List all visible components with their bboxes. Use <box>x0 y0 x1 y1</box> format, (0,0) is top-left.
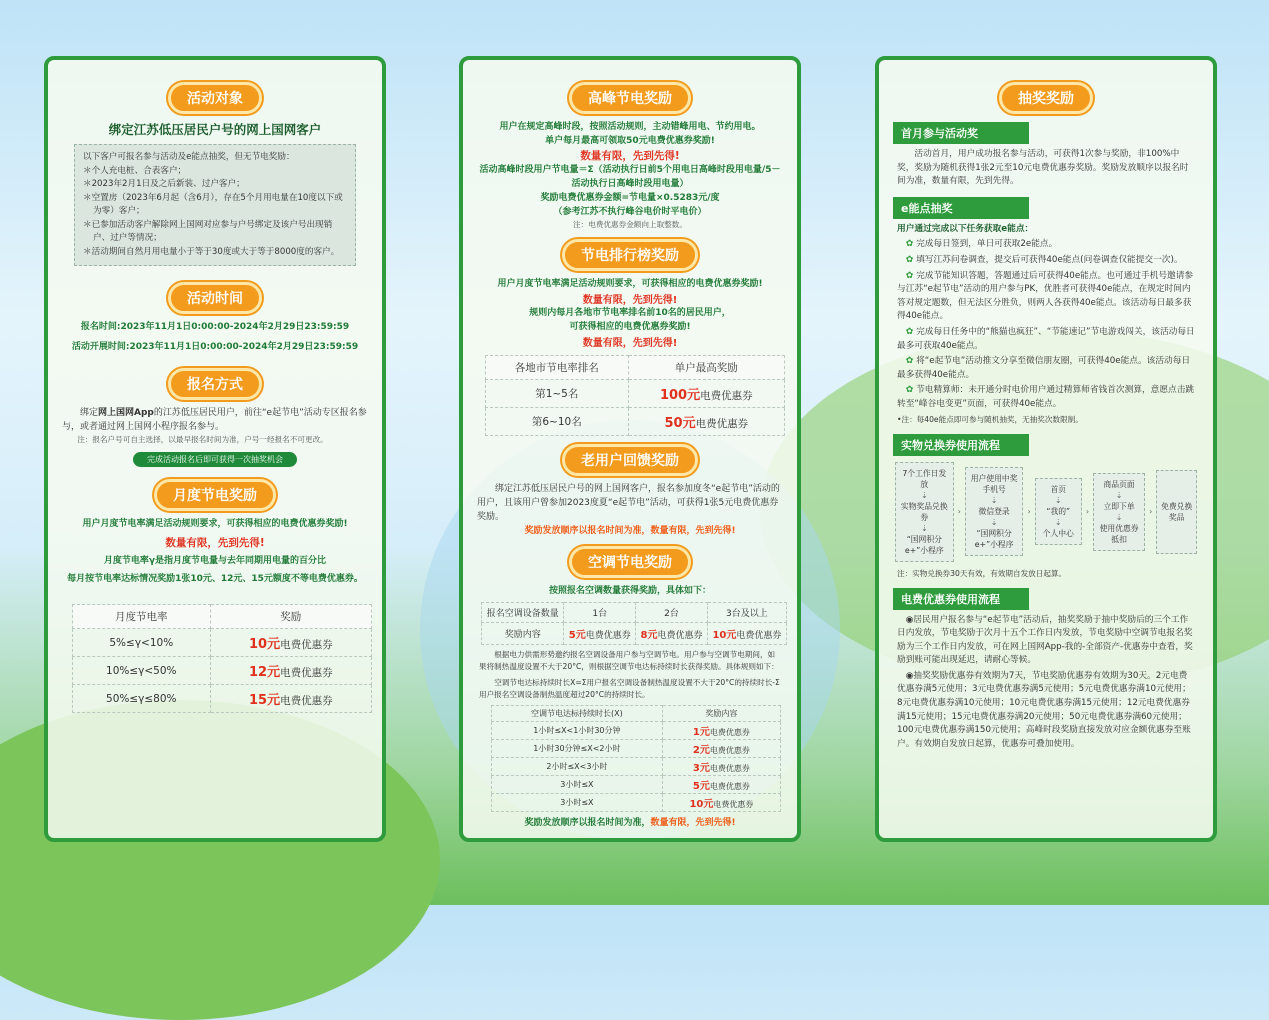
table-row <box>73 685 372 713</box>
flow-text: 7个工作日发放 <box>902 468 947 489</box>
arrow-down-icon: ⇣ <box>1115 490 1123 500</box>
reward-cell <box>662 722 780 740</box>
rate-cell: 5%≤γ<10% <box>73 629 211 657</box>
count-cell: 3台及以上 <box>707 603 786 623</box>
section-pill-time: 活动时间 <box>168 282 262 314</box>
suffix: 电费优惠券 <box>709 764 750 773</box>
section-physical-flow: 实物兑换券使用流程 <box>893 434 1029 456</box>
arrow-right-icon: › <box>957 507 961 516</box>
peak-limited: 数量有限，先到先得! <box>580 150 680 162</box>
rank-cell: 第6~10名 <box>486 408 629 436</box>
method-text-app: 网上国网App <box>98 408 154 418</box>
arrow-down-icon: ⇣ <box>920 490 928 500</box>
amount: 1元 <box>692 727 710 738</box>
ac-footer-a: 奖励发放顺序以报名时间为准， <box>524 818 651 828</box>
coupon-para-2: ◉抽奖奖励优惠券有效期为7天，节电奖励优惠券有效期为30天。2元电费优惠券满5元使用；3元电费优惠券满5元使用；5元电费优惠券满10元使用；8元电费优惠券满10元使用；10元电费优惠券满15元使用；12元电费优惠券满15元使用；15元电费优惠券满20元使用；50元电费优惠券满60元使用；100元电费优惠券满150元使用；高峰时段奖励直接发放对应金额优惠券至账户。有效期自发放日起算，优惠券可叠加使用。 <box>897 670 1191 749</box>
peak-formula: 活动高峰时段用户节电量＝Σ（活动执行日前5个用电日高峰时段用电量/5－活动执行日高峰时段用电量） <box>479 165 781 189</box>
amount: 5元 <box>568 630 586 641</box>
section-e-points: e能点抽奖 <box>893 197 1029 219</box>
amount: 50元 <box>664 416 696 431</box>
col-header: 空调节电达标持续时长(X) <box>492 706 663 722</box>
method-text-c: 的江苏低压居民用户，前往“e起节电”活动专区报名参与，或者通过网上国网小程序报名参与。 <box>62 408 367 432</box>
flow-step <box>895 462 954 562</box>
range-cell: 3小时≤X <box>492 776 663 794</box>
amount: 100元 <box>659 388 701 403</box>
section-pill-method: 报名方式 <box>168 368 262 400</box>
monthly-desc: 用户月度节电率满足活动规则要求，可获得相应的电费优惠券奖励! <box>82 519 348 529</box>
method-note: 注：报名户号可自主选择，以最早报名时间为准，户号一经报名不可更改。 <box>77 435 328 444</box>
exclusion-item: ＊活动期间自然月用电量小于等于30度或大于等于8000度的客户。 <box>83 246 340 257</box>
count-cell: 2台 <box>636 603 708 623</box>
reward-cell <box>210 657 371 685</box>
ac-footer <box>477 816 783 830</box>
col-header: 奖励内容 <box>662 706 780 722</box>
event-time: 活动开展时间:2023年11月1日0:00:00-2024年2月29日23:59:59 <box>71 342 359 352</box>
amount: 5元 <box>692 781 710 792</box>
amount: 2元 <box>692 745 710 756</box>
ac-rule: 根据电力供需形势邀约报名空调设备用户参与空调节电。用户参与空调节电期间，如果将制热温度设置不大于20°C，则根据空调节电达标持续时长获得奖励。具体规则如下： <box>479 650 779 671</box>
rank-line-3: 可获得相应的电费优惠券奖励! <box>569 322 691 332</box>
flow-text: 用户使用中奖手机号 <box>970 474 1018 494</box>
col-header: 单户最高奖励 <box>628 356 784 380</box>
monthly-award-def: 每月按节电率达标情况奖励1张10元、12元、15元额度不等电费优惠券。 <box>67 574 363 584</box>
col-header: 各地市节电率排名 <box>486 356 629 380</box>
reward-cell <box>662 776 780 794</box>
table-row <box>492 776 781 794</box>
flow-note: 注：实物兑换券30天有效，有效期自发放日起算。 <box>897 568 1067 578</box>
suffix: 电费优惠券 <box>736 631 782 641</box>
task-text: 完成每日任务中的“熊猫也疯狂”、“节能速记”节电游戏闯关，该活动每日最多可获取40e能点。 <box>897 326 1195 351</box>
spark-icon: ✿ <box>905 385 917 396</box>
reward-cell <box>564 623 636 645</box>
rank-limited-2: 数量有限，先到先得! <box>582 338 678 349</box>
section-first-month: 首月参与活动奖 <box>893 122 1029 144</box>
table-row <box>486 408 785 436</box>
spark-icon: ✿ <box>905 239 917 250</box>
section-pill-lottery: 抽奖奖励 <box>999 82 1093 114</box>
count-cell: 1台 <box>564 603 636 623</box>
suffix: 电费优惠券 <box>657 631 703 641</box>
flow-step <box>965 467 1024 556</box>
rate-cell: 10%≤γ<50% <box>73 657 211 685</box>
rank-line-2: 规则内每月各地市节电率排名前10名的居民用户， <box>529 308 731 318</box>
arrow-down-icon: ⇣ <box>920 523 928 533</box>
table-row <box>73 657 372 685</box>
rank-cell: 第1~5名 <box>486 380 629 408</box>
signup-lottery-bar: 完成活动报名后即可获得一次抽奖机会 <box>133 452 297 467</box>
peak-line-1: 用户在规定高峰时段，按照活动规则，主动错峰用电、节约用电。 <box>499 122 761 132</box>
exclusion-item: ＊空置房（2023年6月起（含6月），存在5个月用电量在10度以下或为零）客户； <box>83 192 343 216</box>
table-row <box>486 380 785 408</box>
table-row <box>492 758 781 776</box>
flow-text: 微信登录 <box>978 507 1010 516</box>
e-points-note: •注：每40e能点即可参与随机抽奖，无抽奖次数限制。 <box>897 414 1083 424</box>
flow-text: 立即下单 <box>1103 501 1135 511</box>
flow-step <box>1035 478 1082 545</box>
range-cell: 1小时≤X<1小时30分钟 <box>492 722 663 740</box>
table-row <box>73 629 372 657</box>
panel-right <box>875 56 1217 842</box>
task-text: 填写江苏问卷调查，提交后可获得40e能点(问卷调查仅能提交一次)。 <box>916 254 1183 265</box>
task-item <box>897 384 1195 411</box>
reward-cell <box>662 794 780 812</box>
reward-cell <box>628 408 784 436</box>
rank-limited-1: 数量有限，先到先得! <box>582 295 678 306</box>
flow-step <box>1156 470 1197 554</box>
spark-icon: ✿ <box>905 270 917 281</box>
ac-duration-table <box>491 705 781 812</box>
suffix: 电费优惠券 <box>709 728 750 737</box>
spark-icon: ✿ <box>905 326 917 337</box>
peak-line-2: 单户每月最高可领取50元电费优惠券奖励! <box>545 136 715 146</box>
method-text <box>62 406 368 434</box>
signup-time: 报名时间:2023年11月1日0:00:00-2024年2月29日23:59:59 <box>80 322 350 332</box>
exclusion-item: ＊已参加活动客户解除网上国网对应参与户号绑定及该户号出现销户、过户等情况； <box>83 219 333 243</box>
flow-text: “国网积分e+”小程序 <box>904 534 944 555</box>
suffix: 电费优惠券 <box>280 639 333 651</box>
flow-text: “国网积分e+”小程序 <box>974 529 1014 549</box>
section-pill-old-user: 老用户回馈奖励 <box>562 444 698 476</box>
suffix: 电费优惠券 <box>709 746 750 755</box>
arrow-down-icon: ⇣ <box>990 496 998 505</box>
rank-table <box>485 355 785 436</box>
exclusion-item: ＊2023年2月1日及之后新装、过户客户； <box>83 179 245 189</box>
rank-line-1: 用户月度节电率满足活动规则要求，可获得相应的电费优惠券奖励! <box>497 279 763 289</box>
table-row <box>482 603 787 623</box>
amount: 8元 <box>640 630 658 641</box>
ac-footer-b: 数量有限，先到先得! <box>650 818 736 828</box>
section-coupon-flow: 电费优惠券使用流程 <box>893 588 1029 610</box>
flow-text: 首页 <box>1050 485 1067 494</box>
suffix: 电费优惠券 <box>700 390 753 402</box>
reward-cell <box>636 623 708 645</box>
exclusion-intro: 以下客户可报名参与活动及e能点抽奖，但无节电奖励： <box>83 152 295 162</box>
monthly-limited: 数量有限，先到先得! <box>165 537 265 549</box>
section-pill-monthly: 月度节电奖励 <box>154 479 276 511</box>
peak-amount: 奖励电费优惠券金额=节电量×0.5283元/度 <box>540 193 720 203</box>
col-header: 奖励 <box>210 605 371 629</box>
amount: 12元 <box>248 665 281 680</box>
old-user-order: 奖励发放顺序以报名时间为准，数量有限，先到先得! <box>524 526 736 536</box>
flow-step <box>1093 473 1145 551</box>
section-pill-ac: 空调节电奖励 <box>569 546 691 578</box>
arrow-down-icon: ⇣ <box>1054 518 1062 527</box>
suffix: 电费优惠券 <box>709 782 750 791</box>
table-row <box>492 794 781 812</box>
first-month-text: 活动首月，用户成功报名参与活动，可获得1次参与奖励，非100%中奖，奖励为随机获得1张2元至10元电费优惠券奖励。奖励发放顺序以报名时间为准，数量有限，先到先得。 <box>897 149 1189 187</box>
reward-cell <box>210 685 371 713</box>
task-text: 完成节能知识答题，答题通过后可获得40e能点。也可通过手机号邀请参与江苏“e起节电”活动的用户参与PK，优胜者可获得40e能点，在规定时间内答对规定题数，但无法区分胜负，则两人各获得40e能点。该活动每日最多获得40e能点。 <box>897 270 1194 322</box>
arrow-right-icon: › <box>1149 507 1153 516</box>
amount: 10元 <box>712 630 737 641</box>
table-row <box>492 722 781 740</box>
reward-cell <box>628 380 784 408</box>
panel-left <box>44 56 386 842</box>
task-item <box>897 326 1195 353</box>
section-pill-peak: 高峰节电奖励 <box>569 82 691 114</box>
arrow-down-icon: ⇣ <box>1054 496 1062 505</box>
range-cell: 3小时≤X <box>492 794 663 812</box>
monthly-rate-def: 月度节电率γ是指月度节电量与去年同期用电量的百分比 <box>103 556 327 566</box>
coupon-para-1: ◉居民用户报名参与“e起节电”活动后，抽奖奖励于抽中奖励后的三个工作日内发放，节电奖励于次月十五个工作日内发放，节电奖励中空调节电报名奖励为三个工作日内发放，可在网上国网App-我的-全部资产-优惠券中查看，奖励到账可能出现延迟，请耐心等候。 <box>897 614 1193 666</box>
peak-note: 注：电费优惠券金额向上取整数。 <box>573 220 687 229</box>
row-label: 报名空调设备数量 <box>482 603 564 623</box>
panel-middle <box>459 56 801 842</box>
arrow-down-icon: ⇣ <box>1115 512 1123 522</box>
monthly-table <box>72 604 372 713</box>
section-pill-target: 活动对象 <box>168 82 262 114</box>
range-cell: 2小时≤X<3小时 <box>492 758 663 776</box>
amount: 10元 <box>689 799 714 810</box>
task-item <box>897 254 1195 268</box>
amount: 10元 <box>248 637 281 652</box>
ac-count-table <box>481 602 787 645</box>
task-item <box>897 355 1195 382</box>
suffix: 电费优惠券 <box>280 667 333 679</box>
arrow-right-icon: › <box>1085 507 1090 516</box>
peak-ref: （参考江苏不执行峰谷电价时平电价） <box>553 207 707 217</box>
reward-cell <box>707 623 786 645</box>
flow-text: “我的” <box>1046 507 1071 516</box>
arrow-down-icon: ⇣ <box>990 518 998 527</box>
rate-cell: 50%≤γ≤80% <box>73 685 211 713</box>
range-cell: 1小时30分钟≤X<2小时 <box>492 740 663 758</box>
spark-icon: ✿ <box>905 254 917 265</box>
exclusion-item: ＊个人充电桩、合表客户； <box>83 165 187 176</box>
flow-text: 使用优惠券抵扣 <box>1099 523 1139 544</box>
table-row <box>492 740 781 758</box>
old-user-text: 绑定江苏低压居民户号的网上国网客户，报名参加度冬“e起节电”活动的用户，且该用户曾参加2023度夏“e起节电”活动，可获得1张5元电费优惠券奖励。 <box>477 484 780 522</box>
suffix: 电费优惠券 <box>585 631 631 641</box>
arrow-right-icon: › <box>1027 507 1031 516</box>
target-title: 绑定江苏低压居民户号的网上国网客户 <box>108 122 322 137</box>
reward-cell <box>662 740 780 758</box>
e-points-intro: 用户通过完成以下任务获取e能点： <box>897 223 1034 234</box>
task-text: 将“e起节电”活动推文分享至微信朋友圈，可获得40e能点。该活动每日最多获得40e能点。 <box>897 356 1191 380</box>
task-text: 节电精算师：未开通分时电价用户通过精算师省钱首次测算，意愿点击跳转至“峰谷电变更”页面，可获得40e能点。 <box>897 385 1195 409</box>
suffix: 电费优惠券 <box>695 418 749 430</box>
col-header: 月度节电率 <box>73 605 211 629</box>
flow-text: 实物奖品兑换券 <box>900 501 948 522</box>
ac-formula: 空调节电达标持续时长X=Σ用户报名空调设备制热温度设置不大于20°C的持续时长-Σ用户报名空调设备制热温度超过20°C的持续时长。 <box>479 678 780 699</box>
section-pill-ranking: 节电排行榜奖励 <box>562 239 698 271</box>
spark-icon: ✿ <box>905 356 917 367</box>
ac-intro: 按照报名空调数量获得奖励，具体如下： <box>548 586 711 596</box>
task-item <box>897 270 1195 324</box>
flow-text: 个人中心 <box>1042 529 1074 538</box>
row-label: 奖励内容 <box>482 623 564 645</box>
amount: 3元 <box>692 763 710 774</box>
flow-text: 商品页面 <box>1103 479 1135 489</box>
amount: 15元 <box>248 693 281 708</box>
redeem-flow <box>895 462 1197 562</box>
suffix: 电费优惠券 <box>280 695 333 707</box>
reward-cell <box>210 629 371 657</box>
table-row <box>482 623 787 645</box>
flow-text: 免费兑换奖品 <box>1161 501 1193 522</box>
exclusion-box <box>74 144 356 266</box>
reward-cell <box>662 758 780 776</box>
task-item <box>897 238 1195 252</box>
suffix: 电费优惠券 <box>713 800 754 809</box>
method-text-a: 绑定 <box>80 408 99 418</box>
task-text: 完成每日签到，单日可获取2e能点。 <box>916 239 1058 250</box>
